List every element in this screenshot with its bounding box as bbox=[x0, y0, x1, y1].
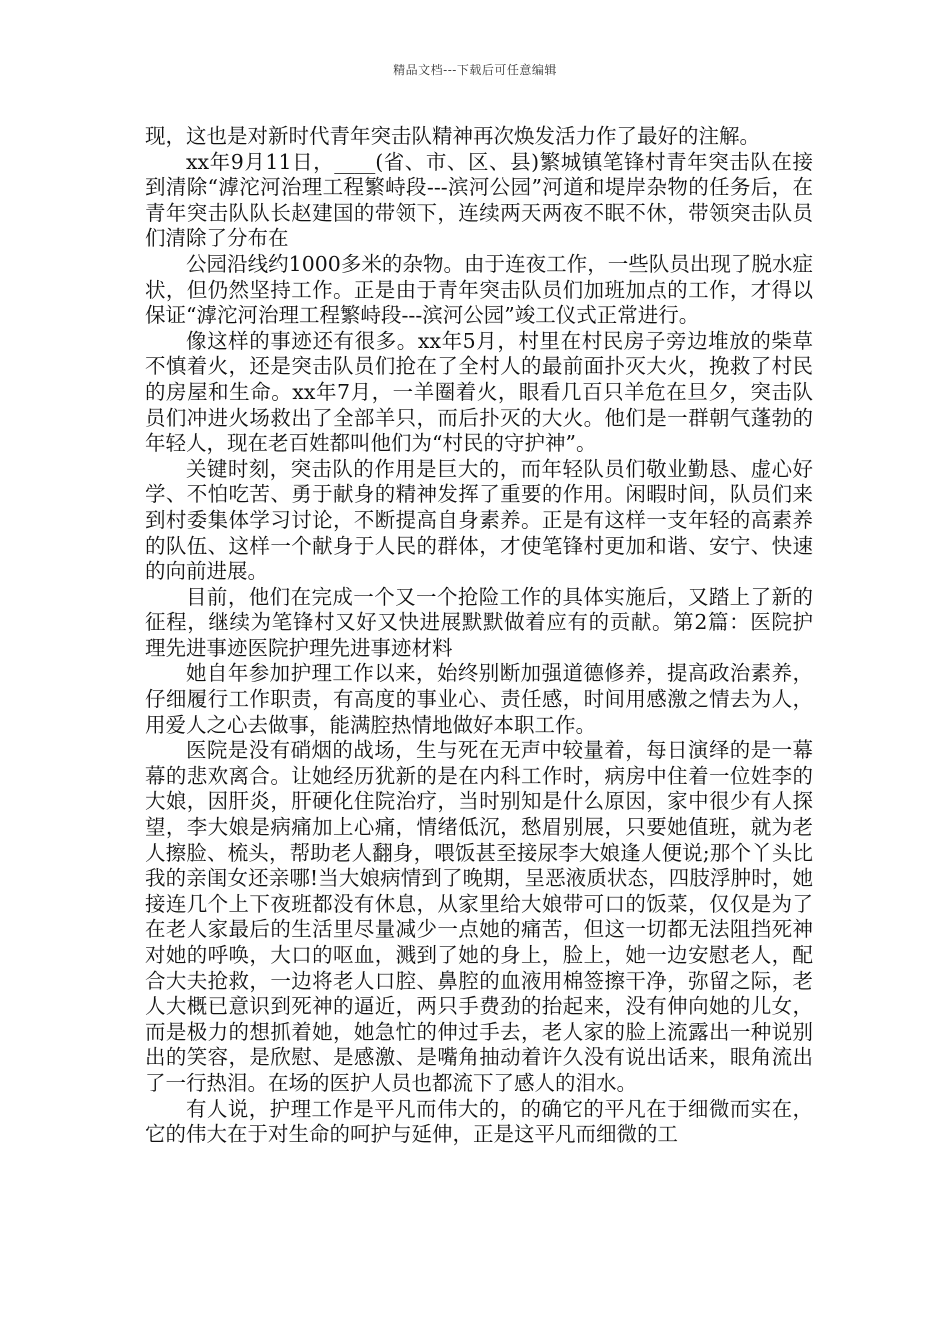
document-body bbox=[145, 124, 813, 1148]
paragraph-1: 现，这也是对新时代青年突击队精神再次焕发活力作了最好的注解。 bbox=[145, 124, 760, 148]
paragraph-2: xx年9月11日，____(省、市、区、县)繁城镇笔锋村青年突击队在接到清除“滹沱河治理工程繁峙段---滨河公园”河道和堤岸杂物的任务后，在青年突击队队长赵建国的带领下，连续两天两夜不眠不休，带领突击队员们清除了分布在 bbox=[145, 149, 813, 251]
paragraph-4: 像这样的事迹还有很多。xx年5月，村里在村民房子旁边堆放的柴草不慎着火，还是突击队员们抢在了全村人的最前面扑灭大火，挽救了村民的房屋和生命。xx年7月，一羊圈着火，眼看几百只羊危在旦夕，突击队员们冲进火场救出了全部羊只，而后扑灭的大火。他们是一群朝气蓬勃的年轻人，现在老百姓都叫他们为“村民的守护神”。 bbox=[145, 328, 813, 456]
paragraph-3: 公园沿线约1000多米的杂物。由于连夜工作，一些队员出现了脱水症状，但仍然坚持工作。正是由于青年突击队员们加班加点的工作，才得以保证“滹沱河治理工程繁峙段---滨河公园”竣工仪式正常进行。 bbox=[145, 251, 813, 328]
paragraph-9: 有人说，护理工作是平凡而伟大的，的确它的平凡在于细微而实在，它的伟大在于对生命的呵护与延伸，正是这平凡而细微的工 bbox=[145, 1096, 813, 1147]
paragraph-5: 关键时刻，突击队的作用是巨大的，而年轻队员们敬业勤恳、虚心好学、不怕吃苦、勇于献身的精神发挥了重要的作用。闲暇时间，队员们来到村委集体学习讨论，不断提高自身素养。正是有这样一支年轻的高素养的队伍、这样一个献身于人民的群体，才使笔锋村更加和谐、安宁、快速的向前进展。 bbox=[145, 456, 813, 584]
paragraph-8: 医院是没有硝烟的战场，生与死在无声中较量着，每日演绎的是一幕幕的悲欢离合。让她经历犹新的是在内科工作时，病房中住着一位姓李的大娘，因肝炎，肝硬化住院治疗，当时别知是什么原因，家中很少有人探望，李大娘是病痛加上心痛，情绪低沉，愁眉别展，只要她值班，就为老人擦脸、梳头，帮助老人翻身，喂饭甚至接尿李大娘逢人便说;那个丫头比我的亲闺女还亲哪!当大娘病情到了晚期，呈恶液质状态，四肢浮肿时，她接连几个上下夜班都没有休息，从家里给大娘带可口的饭菜，仅仅是为了在老人家最后的生活里尽量减少一点她的痛苦，但这一切都无法阻挡死神对她的呼唤，大口的呕血，溅到了她的身上，脸上，她一边安慰老人，配合大夫抢救，一边将老人口腔、鼻腔的血液用棉签擦干净，弥留之际，老人大概已意识到死神的逼近，两只手费劲的抬起来，没有伸向她的儿女，而是极力的想抓着她，她急忙的伸过手去，老人家的脸上流露出一种说别出的笑容，是欣慰、是感激、是嘴角抽动着许久没有说出话来，眼角流出了一行热泪。在场的医护人员也都流下了感人的泪水。 bbox=[145, 738, 813, 1095]
page-header: 精品文档---下载后可任意编辑 bbox=[393, 63, 557, 77]
paragraph-7: 她自年参加护理工作以来，始终别断加强道德修养，提高政治素养，仔细履行工作职责，有高度的事业心、责任感，时间用感激之情去为人，用爱人之心去做事，能满腔热情地做好本职工作。 bbox=[145, 661, 813, 737]
paragraph-6: 目前，他们在完成一个又一个抢险工作的具体实施后，又踏上了新的征程，继续为笔锋村又好又快进展默默做着应有的贡献。第2篇：医院护理先进事迹医院护理先进事迹材料 bbox=[145, 584, 813, 660]
